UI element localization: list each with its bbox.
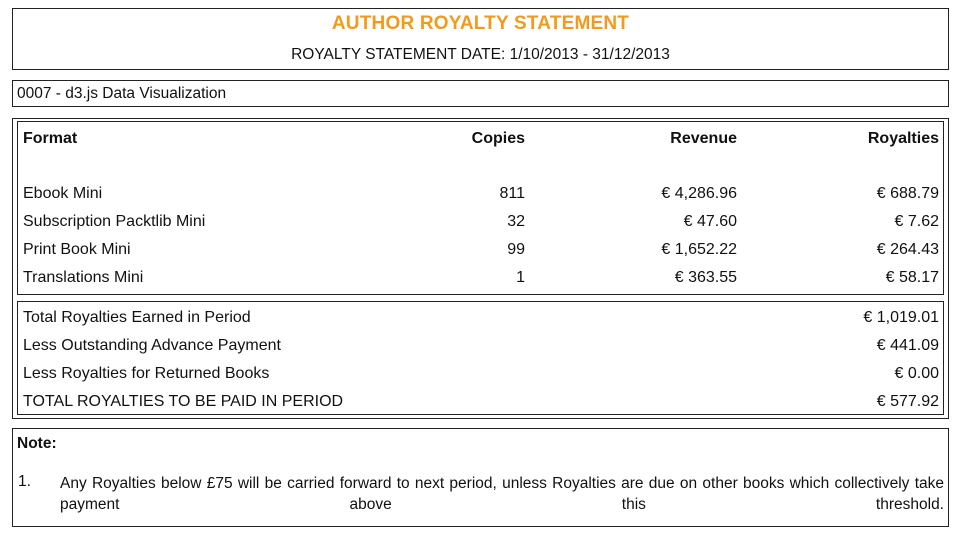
note-number: 1.: [18, 473, 31, 490]
total-value: € 441.09: [876, 337, 939, 354]
formats-table: [17, 121, 944, 295]
note-text: Any Royalties below £75 will be carried forward to next period, unless Royalties are due on other books which collectively take payment above this threshold.: [60, 475, 944, 513]
copies-cell: 32: [507, 213, 525, 230]
copies-cell: 1: [516, 269, 525, 286]
book-title-box: [12, 80, 949, 107]
column-header-royalties: Royalties: [867, 130, 939, 147]
revenue-cell: € 47.60: [683, 213, 737, 230]
statement-title: AUTHOR ROYALTY STATEMENT: [331, 13, 630, 34]
copies-cell: 811: [499, 185, 525, 202]
royalties-cell: € 688.79: [876, 185, 939, 202]
total-value: € 0.00: [894, 365, 939, 382]
column-header-revenue: Revenue: [670, 130, 737, 147]
total-value: € 577.92: [876, 393, 939, 410]
revenue-cell: € 1,652.22: [661, 241, 737, 258]
royalties-cell: € 58.17: [885, 269, 939, 286]
column-header-copies: Copies: [471, 130, 525, 147]
statement-header: [12, 8, 949, 70]
revenue-cell: € 4,286.96: [661, 185, 737, 202]
copies-cell: 99: [507, 241, 525, 258]
format-cell: Subscription Packtlib Mini: [23, 213, 206, 230]
note-box: [12, 428, 949, 527]
total-label: Total Royalties Earned in Period: [23, 309, 251, 326]
total-label: Less Royalties for Returned Books: [23, 365, 270, 382]
revenue-cell: € 363.55: [674, 269, 737, 286]
format-cell: Print Book Mini: [23, 241, 131, 258]
statement-date: ROYALTY STATEMENT DATE: 1/10/2013 - 31/12/2013: [291, 46, 670, 63]
royalties-cell: € 264.43: [876, 241, 939, 258]
totals-table: [17, 301, 944, 415]
book-title: 0007 - d3.js Data Visualization: [17, 85, 227, 102]
royalties-cell: € 7.62: [894, 213, 939, 230]
column-header-format: Format: [23, 130, 78, 147]
format-cell: Ebook Mini: [23, 185, 103, 202]
total-label: Less Outstanding Advance Payment: [23, 337, 281, 354]
total-value: € 1,019.01: [863, 309, 939, 326]
total-label: TOTAL ROYALTIES TO BE PAID IN PERIOD: [23, 393, 344, 410]
format-cell: Translations Mini: [23, 269, 144, 286]
note-title: Note:: [17, 435, 57, 452]
